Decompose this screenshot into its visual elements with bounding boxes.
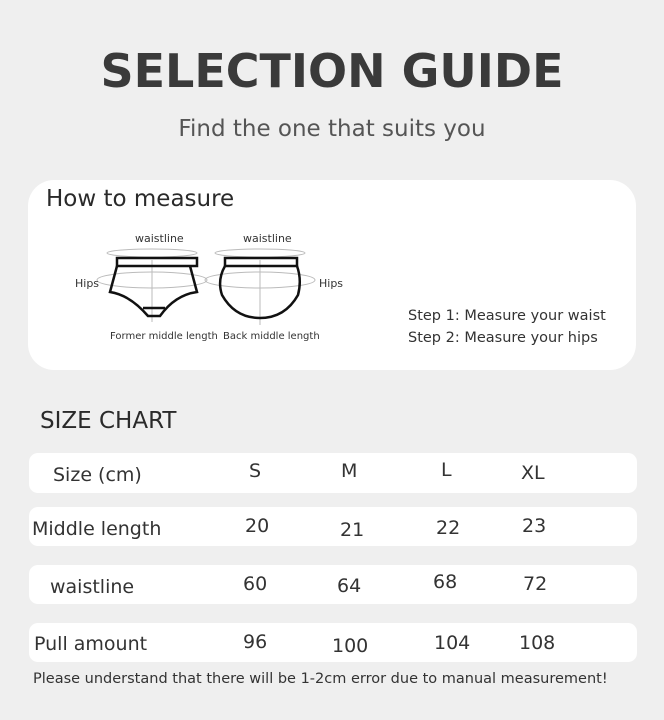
row-label: Pull amount [34, 633, 148, 655]
page-subtitle: Find the one that suits you [178, 116, 486, 142]
size-header-row [29, 453, 637, 493]
table-cell: 104 [434, 632, 471, 654]
table-cell: 21 [340, 519, 365, 541]
table-row [29, 623, 637, 662]
measure-heading: How to measure [46, 186, 235, 212]
header-cell: XL [521, 462, 545, 484]
briefs-diagram-icon [60, 240, 360, 330]
step-2: Step 2: Measure your hips [408, 330, 598, 346]
table-cell: 100 [332, 635, 369, 657]
table-cell: 72 [523, 573, 548, 595]
front-waistline-label: waistline [135, 232, 184, 245]
table-cell: 108 [519, 632, 556, 654]
page-title: SELECTION GUIDE [100, 44, 564, 98]
table-row [29, 507, 637, 546]
header-cell: S [249, 460, 262, 482]
back-hips-label: Hips [319, 277, 344, 290]
table-cell: 23 [522, 515, 547, 537]
step-1: Step 1: Measure your waist [408, 308, 606, 324]
row-label: waistline [50, 576, 135, 598]
table-cell: 96 [243, 631, 268, 653]
front-caption: Former middle length [110, 331, 218, 342]
table-cell: 64 [337, 575, 362, 597]
measurement-note: Please understand that there will be 1-2cm error due to manual measurement! [33, 671, 608, 687]
table-cell: 60 [243, 573, 268, 595]
header-cell: M [341, 460, 358, 482]
table-cell: 22 [436, 517, 461, 539]
row-label: Middle length [32, 518, 162, 540]
header-cell: Size (cm) [53, 464, 142, 486]
back-caption: Back middle length [223, 331, 320, 342]
front-hips-label: Hips [75, 277, 100, 290]
back-waistline-label: waistline [243, 232, 292, 245]
table-row [29, 565, 637, 604]
table-cell: 20 [245, 515, 270, 537]
table-cell: 68 [433, 571, 458, 593]
size-chart-heading: SIZE CHART [40, 408, 177, 434]
header-cell: L [441, 459, 452, 481]
